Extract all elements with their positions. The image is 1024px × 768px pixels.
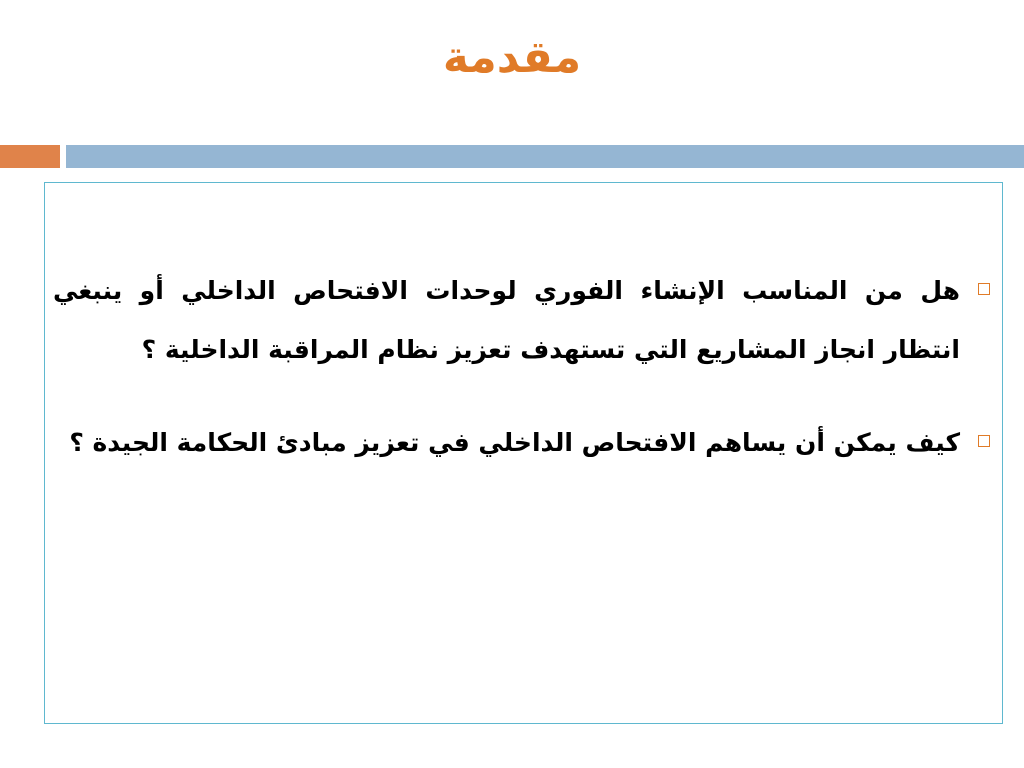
accent-bar-orange — [0, 145, 60, 168]
hollow-square-bullet-icon — [978, 435, 990, 447]
bullet-item-1 — [53, 261, 960, 379]
content-box — [44, 182, 1003, 724]
bullet-item-2 — [53, 413, 960, 472]
bullet-text-1: هل من المناسب الإنشاء الفوري لوحدات الافتحاص الداخلي أو ينبغي انتظار انجاز المشاريع التي تستهدف تعزيز نظام المراقبة الداخلية ؟ — [53, 276, 960, 364]
accent-bar-blue — [66, 145, 1024, 168]
hollow-square-bullet-icon — [978, 283, 990, 295]
slide-title: مقدمة — [442, 32, 582, 83]
bullet-text-2: كيف يمكن أن يساهم الافتحاص الداخلي في تعزيز مبادئ الحكامة الجيدة ؟ — [69, 428, 960, 457]
bullet-list — [53, 261, 960, 506]
